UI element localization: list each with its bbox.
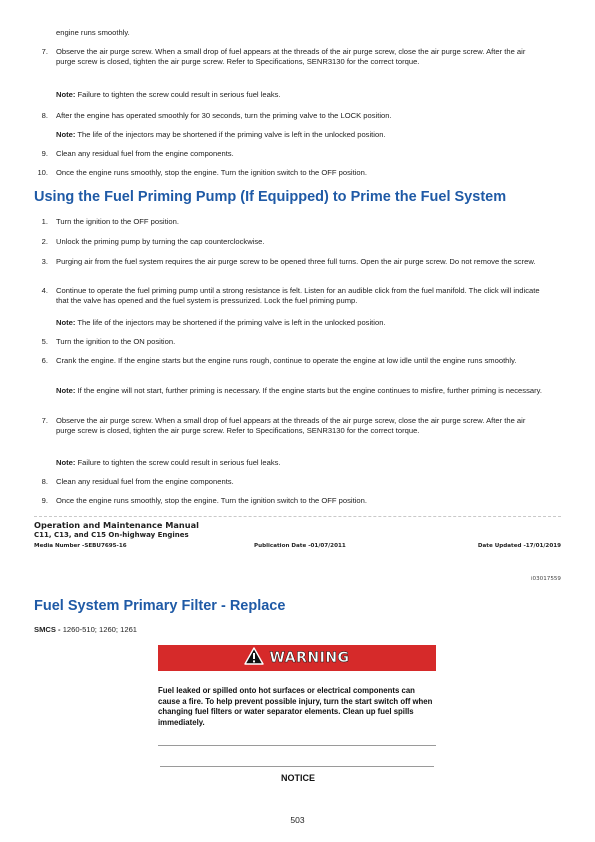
section-heading: Using the Fuel Priming Pump (If Equipped) to Prime the Fuel System (34, 189, 507, 205)
step-number: 9. (41, 496, 48, 505)
footer-divider (34, 516, 561, 517)
note-label: Note: (56, 130, 76, 139)
divider (158, 745, 436, 746)
step-text: Observe the air purge screw. When a small drop of fuel appears at the threads of the air purge screw, close the air purge screw. After the air purge screw is closed, tighten the air purge screw. Refer to Specifications, SENR3130 for the correct torque. (56, 47, 526, 66)
divider (160, 766, 434, 767)
note-label: Note: (56, 318, 76, 327)
step-number: 7. (41, 416, 48, 425)
step-text: Once the engine runs smoothly, stop the engine. Turn the ignition switch to the OFF position. (56, 168, 367, 177)
manual-title: Operation and Maintenance Manual (34, 520, 199, 530)
step-number: 5. (41, 337, 48, 346)
step-number: 1. (41, 217, 48, 226)
step-number: 8. (41, 477, 48, 486)
warning-banner (158, 645, 436, 671)
note-text: The life of the injectors may be shortened if the priming valve is left in the unlocked position. (77, 130, 386, 139)
page-number: 503 (290, 815, 305, 825)
note-text: Failure to tighten the screw could result in serious fuel leaks. (77, 90, 281, 99)
step-number: 8. (41, 111, 48, 120)
note-label: Note: (56, 90, 76, 99)
step-number: 3. (41, 257, 48, 266)
warning-label: WARNING (269, 650, 350, 666)
notice-label: NOTICE (280, 773, 315, 783)
step-number: 4. (41, 286, 48, 295)
smcs-label: SMCS - (34, 625, 61, 634)
date-updated: Date Updated -17/01/2019 (477, 543, 561, 549)
step-text: Continue to operate the fuel priming pump until a strong resistance is felt. Listen for an audible click from the fuel manifold. The click will indicate that the valve has opened and the fuel system is pressurized. Lock the fuel priming pump. (56, 286, 540, 305)
note-text: If the engine will not start, further priming is necessary. If the engine starts but the engine continues to misfire, further priming is necessary. (77, 386, 542, 395)
step-text: Purging air from the fuel system requires the air purge screw to be opened three full turns. Open the air purge screw. Do not remove the screw. (56, 257, 536, 266)
smcs-codes (34, 625, 137, 634)
step-number: 6. (41, 356, 48, 365)
step-text: Unlock the priming pump by turning the cap counterclockwise. (56, 237, 265, 246)
document-id: i03017559 (530, 576, 561, 582)
step-text: After the engine has operated smoothly for 30 seconds, turn the priming valve to the LOCK position. (56, 111, 392, 120)
step-text: Turn the ignition to the ON position. (56, 337, 176, 346)
note (56, 458, 544, 468)
note-text: Failure to tighten the screw could result in serious fuel leaks. (77, 458, 281, 467)
step-text: Clean any residual fuel from the engine components. (56, 149, 234, 158)
step-number: 7. (41, 47, 48, 56)
warning-text: Fuel leaked or spilled onto hot surfaces or electrical components can cause a fire. To help prevent possible injury, turn the start switch off when changing fuel filters or water separator elements. Clean up fuel spills immediately. (158, 686, 433, 727)
media-number: Media Number -SEBU7695-16 (34, 543, 127, 549)
note (56, 130, 544, 140)
step-number: 9. (41, 149, 48, 158)
smcs-value: 1260-510; 1260; 1261 (62, 625, 138, 634)
continuation-text: engine runs smoothly. (56, 28, 130, 37)
note (56, 386, 544, 396)
step-number: 10. (37, 168, 48, 177)
engine-models: C11, C13, and C15 On-highway Engines (34, 531, 189, 539)
note-text: The life of the injectors may be shortened if the priming valve is left in the unlocked position. (77, 318, 386, 327)
step-number: 2. (41, 237, 48, 246)
step-text: Turn the ignition to the OFF position. (56, 217, 179, 226)
step-text: Once the engine runs smoothly, stop the engine. Turn the ignition switch to the OFF position. (56, 496, 367, 505)
note (56, 90, 544, 100)
step-text: Clean any residual fuel from the engine components. (56, 477, 234, 486)
warning-triangle-icon (244, 647, 264, 670)
section-heading: Fuel System Primary Filter - Replace (34, 598, 286, 614)
note-label: Note: (56, 458, 76, 467)
publication-date: Publication Date -01/07/2011 (254, 543, 346, 549)
note (56, 318, 544, 328)
step-text: Observe the air purge screw. When a small drop of fuel appears at the threads of the air purge screw, close the air purge screw. After the air purge screw is closed, tighten the air purge screw. Refer to Specifications, SENR3130 for the correct torque. (56, 416, 526, 435)
note-label: Note: (56, 386, 76, 395)
step-text: Crank the engine. If the engine starts but the engine runs rough, continue to operate the engine at low idle until the engine runs smoothly. (56, 356, 517, 365)
